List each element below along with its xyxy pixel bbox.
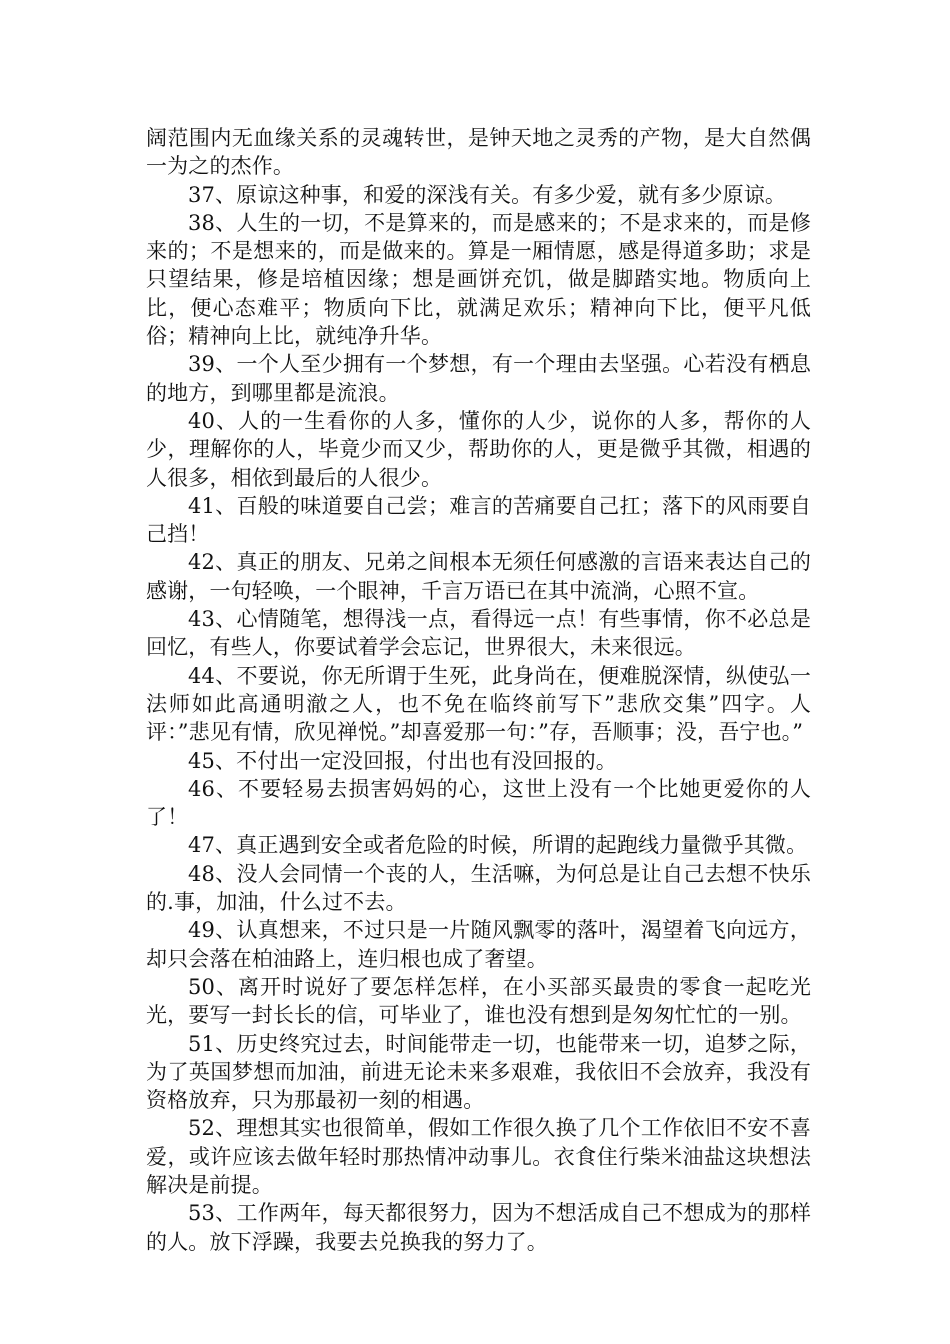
paragraph-49: 49、认真想来，不过只是一片随风飘零的落叶，渴望着飞向远方，却只会落在柏油路上，连归根也成了奢望。: [146, 918, 811, 971]
paragraph-46: 46、不要轻易去损害妈妈的心，这世上没有一个比她更爱你的人了！: [146, 776, 811, 830]
paragraph-43: 43、心情随笔，想得浅一点，看得远一点！有些事情，你不必总是回忆，有些人，你要试着学会忘记，世界很大，未来很远。: [146, 607, 811, 660]
paragraph-continued: 阔范围内无血缘关系的灵魂转世，是钟天地之灵秀的产物，是大自然偶一为之的杰作。: [146, 126, 811, 179]
paragraph-39: 39、一个人至少拥有一个梦想，有一个理由去坚强。心若没有栖息的地方，到哪里都是流浪。: [146, 352, 811, 405]
paragraph-50: 50、离开时说好了要怎样怎样，在小买部买最贵的零食一起吃光光，要写一封长长的信，可毕业了，谁也没有想到是匆匆忙忙的一别。: [146, 974, 811, 1028]
paragraph-40: 40、人的一生看你的人多，懂你的人少，说你的人多，帮你的人少，理解你的人，毕竟少而又少，帮助你的人，更是微乎其微，相遇的人很多，相依到最后的人很少。: [146, 408, 811, 490]
paragraph-52: 52、理想其实也很简单，假如工作很久换了几个工作依旧不安不喜爱，或许应该去做年轻时那热情冲动事儿。衣食住行柴米油盐这块想法解决是前提。: [146, 1116, 811, 1197]
paragraph-44: 44、不要说，你无所谓于生死，此身尚在，便难脱深情，纵使弘一法师如此高通明澈之人，也不免在临终前写下”悲欣交集”四字。人评：”悲见有情，欣见禅悦。”却喜爱那一句：”存，吾顺事；没，吾宁也。”: [146, 663, 811, 745]
paragraph-42: 42、真正的朋友、兄弟之间根本无须任何感激的言语来表达自己的感谢，一句轻唤，一个眼神，千言万语已在其中流淌，心照不宣。: [146, 550, 811, 603]
document-body: [146, 124, 811, 1256]
paragraph-38: 38、人生的一切，不是算来的，而是感来的；不是求来的，而是修来的；不是想来的，而是做来的。算是一厢情愿，感是得道多助；求是只望结果，修是培植因缘；想是画饼充饥，做是脚踏实地。物质向上比，便心态难平；物质向下比，就满足欢乐；精神向下比，便平凡低俗；精神向上比，就纯净升华。: [146, 210, 811, 349]
paragraph-41: 41、百般的味道要自己尝；难言的苦痛要自己扛；落下的风雨要自己挡！: [146, 493, 811, 547]
paragraph-53: 53、工作两年，每天都很努力，因为不想活成自己不想成为的那样的人。放下浮躁，我要去兑换我的努力了。: [146, 1201, 811, 1254]
paragraph-48: 48、没人会同情一个丧的人，生活嘛，为何总是让自己去想不快乐的.事，加油，什么过不去。: [146, 861, 811, 915]
paragraph-47: 47、真正遇到安全或者危险的时候，所谓的起跑线力量微乎其微。: [188, 833, 808, 858]
paragraph-37: 37、原谅这种事，和爱的深浅有关。有多少爱，就有多少原谅。: [188, 182, 787, 207]
paragraph-51: 51、历史终究过去，时间能带走一切，也能带来一切，追梦之际，为了英国梦想而加油，前进无论未来多艰难，我依旧不会放弃，我没有资格放弃，只为那最初一刻的相遇。: [146, 1031, 811, 1113]
paragraph-45: 45、不付出一定没回报，付出也有没回报的。: [188, 748, 617, 773]
